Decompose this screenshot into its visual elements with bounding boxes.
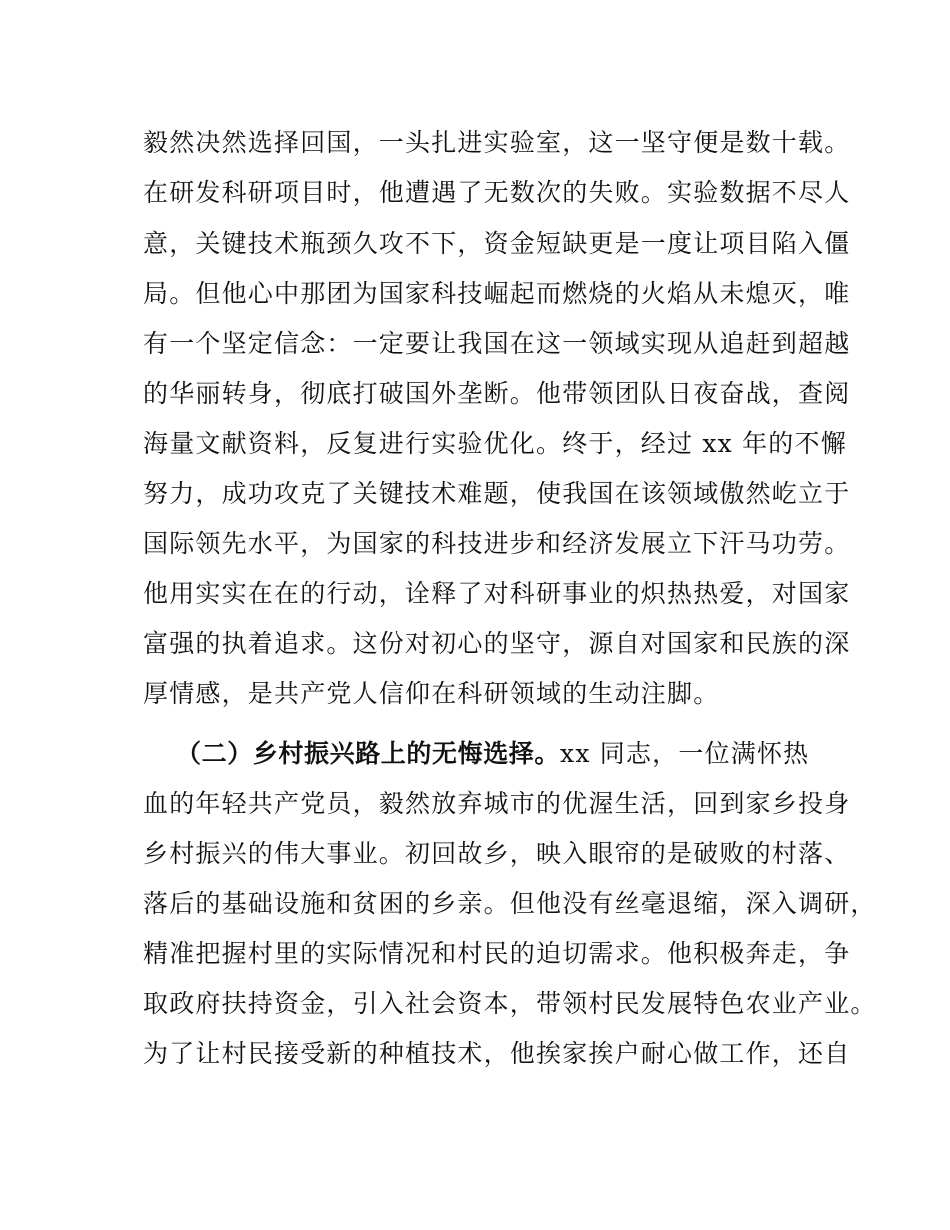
paragraph-line: 乡村振兴的伟大事业。初回故乡，映入眼帘的是破败的村落、 bbox=[143, 839, 851, 868]
paragraph-line: 国际领先水平，为国家的科技进步和经济发展立下汗马功劳。 bbox=[143, 529, 851, 558]
paragraph-line: 在研发科研项目时，他遭遇了无数次的失败。实验数据不尽人 bbox=[143, 178, 851, 207]
paragraph-line: 有一个坚定信念：一定要让我国在这一领域实现从追赶到超越 bbox=[143, 329, 851, 358]
paragraph-line: 取政府扶持资金，引入社会资本，带领村民发展特色农业产业。 bbox=[143, 989, 877, 1018]
paragraph-line: 富强的执着追求。这份对初心的坚守，源自对国家和民族的深 bbox=[143, 629, 851, 658]
paragraph-line: 为了让村民接受新的种植技术，他挨家挨户耐心做工作，还自 bbox=[143, 1039, 851, 1068]
paragraph-line-rest: xx 同志，一位满怀热 bbox=[560, 739, 810, 768]
paragraph-line: 落后的基础设施和贫困的乡亲。但他没有丝毫退缩，深入调研， bbox=[143, 889, 877, 918]
paragraph-line: 厚情感，是共产党人信仰在科研领域的生动注脚。 bbox=[143, 679, 720, 708]
paragraph-line: 局。但他心中那团为国家科技崛起而燃烧的火焰从未熄灭，唯 bbox=[143, 279, 851, 308]
paragraph-first-line bbox=[176, 739, 809, 769]
paragraph-line: 毅然决然选择回国，一头扎进实验室，这一坚守便是数十载。 bbox=[143, 128, 851, 157]
paragraph-line: 的华丽转身，彻底打破国外垄断。他带领团队日夜奋战，查阅 bbox=[143, 379, 851, 408]
section-heading: （二）乡村振兴路上的无悔选择。 bbox=[176, 739, 561, 768]
paragraph-line: 他用实实在在的行动，诠释了对科研事业的炽热热爱，对国家 bbox=[143, 579, 851, 608]
paragraph-line: 意，关键技术瓶颈久攻不下，资金短缺更是一度让项目陷入僵 bbox=[143, 229, 851, 258]
paragraph-line: 海量文献资料，反复进行实验优化。终于，经过 xx 年的不懈 bbox=[143, 429, 847, 458]
paragraph-line: 精准把握村里的实际情况和村民的迫切需求。他积极奔走，争 bbox=[143, 939, 851, 968]
paragraph-line: 血的年轻共产党员，毅然放弃城市的优渥生活，回到家乡投身 bbox=[143, 789, 851, 818]
paragraph-line: 努力，成功攻克了关键技术难题，使我国在该领域傲然屹立于 bbox=[143, 479, 851, 508]
